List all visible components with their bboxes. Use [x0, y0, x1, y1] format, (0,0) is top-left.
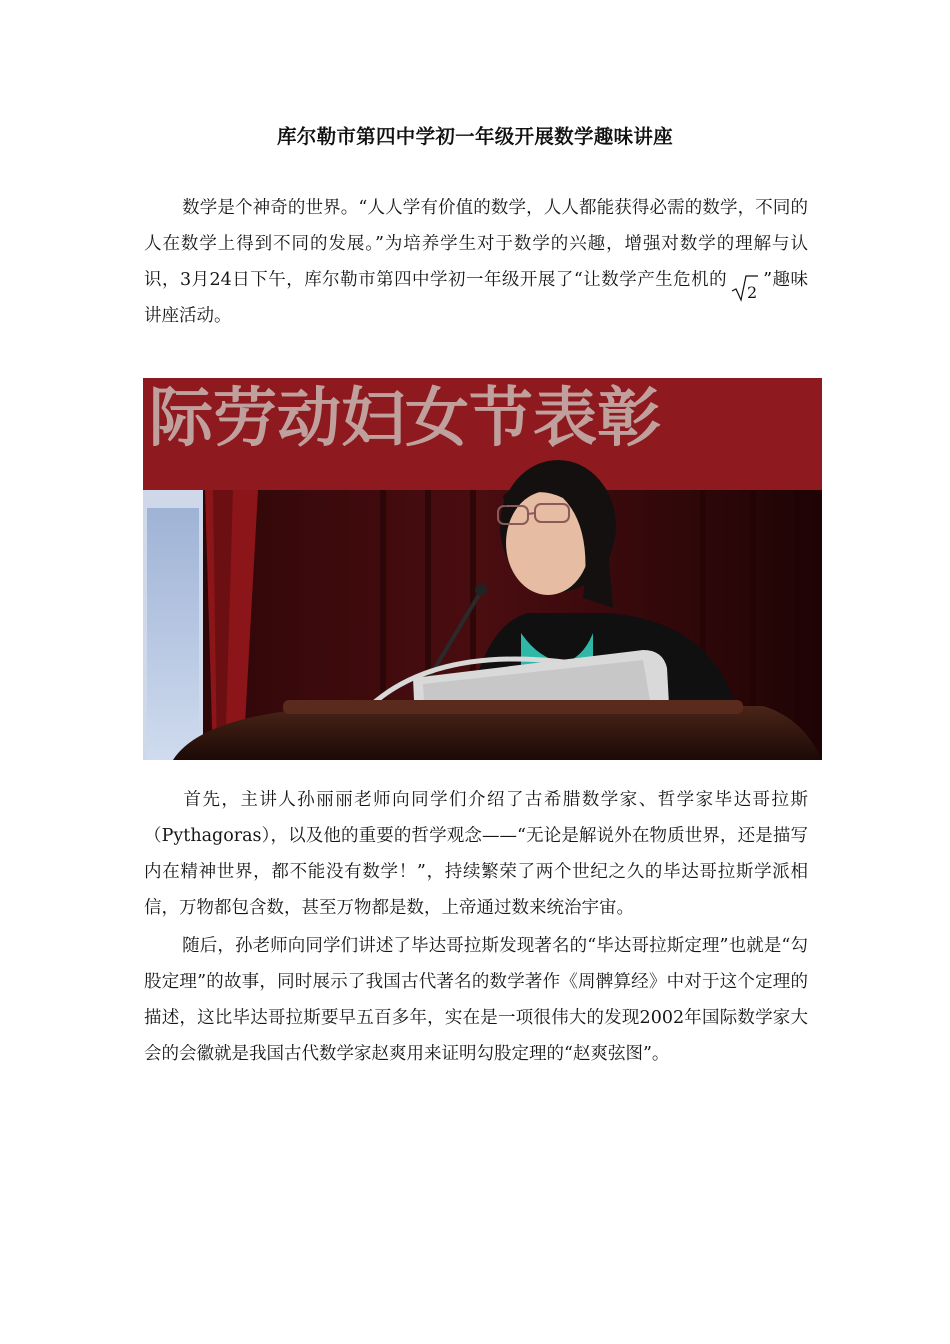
- intro-tail-text: ”趣味讲座活动。: [144, 270, 808, 326]
- paragraph-theorem-text: 随后，孙老师向同学们讲述了毕达哥拉斯发现著名的“毕达哥拉斯定理”也就是“勾股定理”的故事，同时展示了我国古代著名的数学著作《周髀算经》中对于这个定理的描述，这比毕达哥拉斯要早五百多年，实在是一项很伟大的发现2002年国际数学家大会的会徽就是我国古代数学家赵爽用来证明勾股定理的“赵爽弦图”。: [144, 936, 808, 1064]
- lecture-photo: [143, 378, 822, 760]
- banner-text: 际劳动妇女节表彰: [149, 382, 661, 456]
- sqrt-radicand: 2: [747, 282, 758, 302]
- lecture-photo-illustration: [143, 378, 822, 760]
- paragraph-theorem: [144, 928, 808, 1072]
- intro-text: 数学是个神奇的世界。“人人学有价值的数学，人人都能获得必需的数学，不同的人在数学上得到不同的发展。”为培养学生对于数学的兴趣，增强对数学的理解与认识，3月24日下午，库尔勒市第四中学初一年级开展了“让数学产生危机的: [144, 198, 808, 290]
- intro-paragraph: [144, 190, 808, 334]
- page-title: 库尔勒市第四中学初一年级开展数学趣味讲座: [276, 125, 673, 148]
- sqrt-symbol: [731, 269, 759, 305]
- paragraph-pythagoras: [144, 782, 808, 926]
- paragraph-pythagoras-text: 首先，主讲人孙丽丽老师向同学们介绍了古希腊数学家、哲学家毕达哥拉斯（Pythagoras），以及他的重要的哲学观念——“无论是解说外在物质世界，还是描写内在精神世界，都不能没有数学！”，持续繁荣了两个世纪之久的毕达哥拉斯学派相信，万物都包含数，甚至万物都是数，上帝通过数来统治宇宙。: [144, 790, 808, 918]
